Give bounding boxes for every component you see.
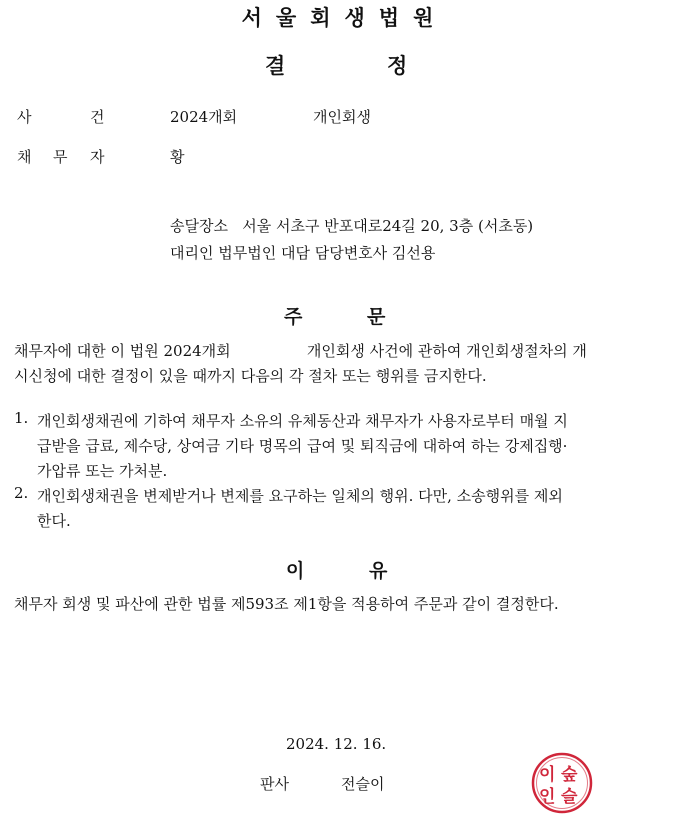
order-item-1-line-1: 개인회생채권에 기하여 채무자 소유의 유체동산과 채무자가 사용자로부터 매월 지 (37, 412, 568, 430)
order-item-1-line-2: 급받을 급료, 제수당, 상여금 기타 명목의 급여 및 퇴직금에 대하여 하는 강제집행· (37, 437, 568, 455)
court-name: 서울회생법원 (241, 6, 448, 30)
case-label-char-1: 사 (17, 108, 32, 126)
svg-text:이: 이 (539, 765, 556, 785)
order-paragraph-line-1: 채무자에 대한 이 법원 2024개회 개인회생 사건에 관하여 개인회생절차의 개 (14, 342, 587, 360)
order-item-2-number: 2. (14, 484, 29, 502)
service-address: 송달장소 서울 서초구 반포대로24길 20, 3층 (서초동) (170, 217, 534, 235)
document-type-first-char: 결 (265, 54, 286, 78)
case-type: 개인회생 (313, 108, 371, 126)
order-item-1-number: 1. (14, 409, 29, 427)
debtor-label-char-1: 채 (17, 148, 32, 166)
decision-date: 2024. 12. 16. (286, 735, 387, 753)
order-item-1-line-3: 가압류 또는 가처분. (37, 462, 168, 480)
order-item-2-line-1: 개인회생채권을 변제받거나 변제를 요구하는 일체의 행위. 다만, 소송행위를 제외 (37, 487, 563, 505)
reason-heading-char-2: 유 (369, 560, 388, 582)
judge-title: 판사 (260, 775, 289, 793)
order-item-2-line-2: 한다. (37, 512, 71, 530)
reason-text: 채무자 회생 및 파산에 관한 법률 제593조 제1항을 적용하여 주문과 같이 결정한다. (14, 595, 559, 613)
case-label-char-2: 건 (90, 108, 105, 126)
debtor-name: 황 (170, 148, 185, 166)
svg-text:슬: 슬 (561, 787, 578, 807)
case-number: 2024개회 (170, 108, 238, 126)
order-paragraph-line-2: 시신청에 대한 결정이 있을 때까지 다음의 각 절차 또는 행위를 금지한다. (14, 367, 487, 385)
order-heading-char-1: 주 (284, 306, 303, 328)
order-heading-char-2: 문 (367, 306, 386, 328)
judge-name: 전슬이 (341, 775, 385, 793)
debtor-agent: 대리인 법무법인 대담 담당변호사 김선용 (170, 244, 436, 262)
debtor-label-char-2: 무 (53, 148, 68, 166)
debtor-label-char-3: 자 (90, 148, 105, 166)
document-type-second-char: 정 (387, 54, 408, 78)
svg-text:숲: 숲 (561, 765, 578, 785)
reason-heading-char-1: 이 (286, 560, 305, 582)
judge-seal-icon (531, 752, 593, 814)
svg-text:인: 인 (539, 787, 556, 807)
